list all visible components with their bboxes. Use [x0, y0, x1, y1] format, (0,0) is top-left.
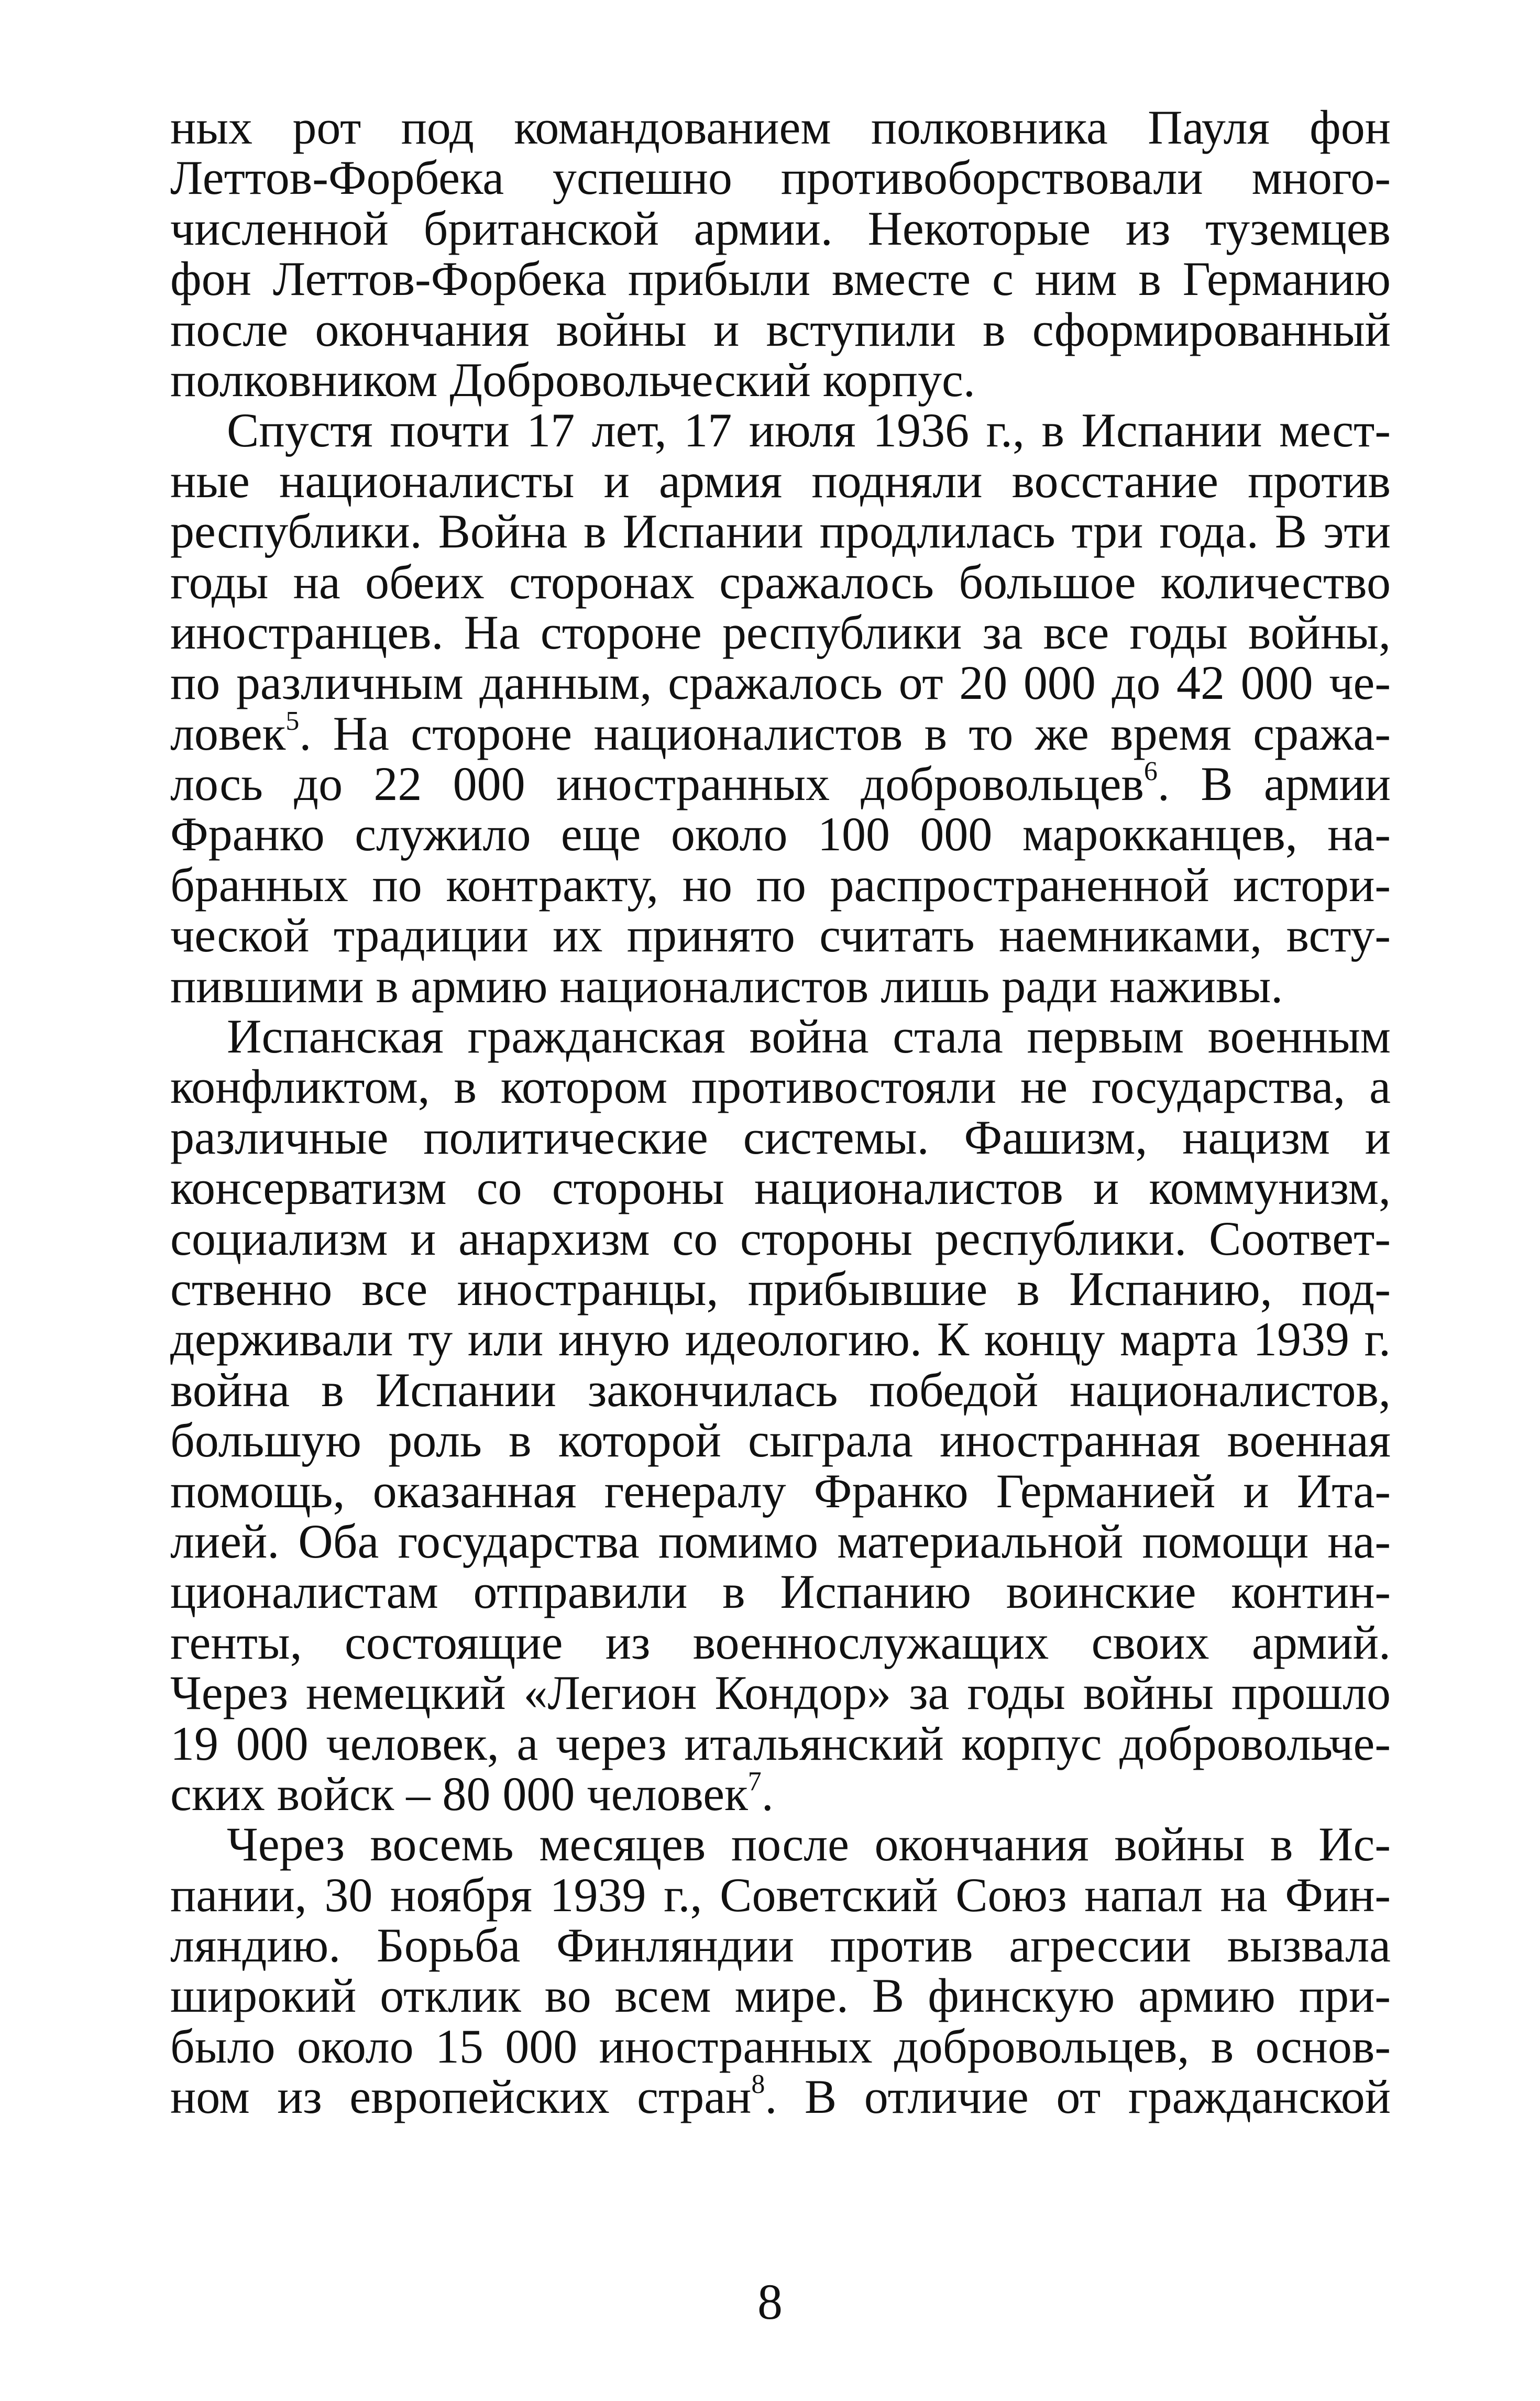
text-line: держивали ту или иную идеологию. К концу марта 1939 г. [170, 1312, 1391, 1366]
text-line: Через восемь месяцев после окончания войны в Ис- [227, 1817, 1391, 1871]
text-line: помощь, оказанная генералу Франко Германией и Ита- [170, 1464, 1391, 1518]
text-line: социализм и анархизм со стороны республики. Соответ- [170, 1211, 1391, 1265]
text-line: Спустя почти 17 лет, 17 июля 1936 г., в Испании мест- [227, 403, 1391, 457]
text-fragment: . В армии [1157, 757, 1391, 811]
text-line: консерватизм со стороны националистов и коммунизм, [170, 1161, 1391, 1215]
text-line: Франко служило еще около 100 000 марокканцев, на- [170, 807, 1391, 861]
text-line: Через немецкий «Легион Кондор» за годы войны прошло [170, 1666, 1391, 1720]
text-line: пившими в армию националистов лишь ради наживы. [170, 959, 1283, 1013]
text-line: конфликтом, в котором противостояли не государства, а [170, 1060, 1391, 1114]
text-line: после окончания войны и вступили в сформированный [170, 302, 1391, 356]
text-line: ческой традиции их принято считать наемниками, всту- [170, 908, 1391, 962]
footnote-marker: 6 [1143, 757, 1158, 787]
text-line: лией. Оба государства помимо материальной помощи на- [170, 1514, 1391, 1568]
body-text [170, 102, 1391, 2122]
text-line: широкий отклик во всем мире. В финскую армию при- [170, 1969, 1391, 2023]
text-fragment: . [761, 1767, 774, 1821]
page-number: 8 [757, 2274, 783, 2330]
text-line: полковником Добровольческий корпус. [170, 353, 975, 407]
text-fragment: ловек [170, 706, 286, 760]
text-line: ных рот под командованием полковника Пауля фон [170, 101, 1391, 154]
text-line: фон Леттов-Форбека прибыли вместе с ним в Германию [170, 252, 1391, 306]
text-line: большую роль в которой сыграла иностранная военная [170, 1413, 1391, 1467]
text-line [170, 708, 1391, 759]
text-line: ционалистам отправили в Испанию воинские контин- [170, 1565, 1391, 1619]
text-line: генты, состоящие из военнослужащих своих армий. [170, 1615, 1391, 1669]
text-fragment: ских войск – 80 000 человек [170, 1767, 748, 1821]
footnote-marker: 5 [285, 706, 300, 736]
text-line [170, 1766, 1391, 1821]
text-line: годы на обеих сторонах сражалось большое количество [170, 555, 1391, 609]
text-fragment: ном из европейских стран [170, 2070, 752, 2124]
text-line: республики. Война в Испании продлилась три года. В эти [170, 505, 1391, 558]
text-line: было около 15 000 иностранных добровольцев, в основ- [170, 2019, 1391, 2073]
text-line: численной британской армии. Некоторые из туземцев [170, 201, 1391, 255]
text-line [170, 759, 1391, 809]
text-line: бранных по контракту, но по распространенной истори- [170, 858, 1391, 912]
text-line: Испанская гражданская война стала первым военным [227, 1010, 1391, 1064]
text-line: пании, 30 ноября 1939 г., Советский Союз напал на Фин- [170, 1868, 1391, 1922]
text-line: различные политические системы. Фашизм, нацизм и [170, 1110, 1391, 1164]
text-line [170, 2071, 1391, 2122]
text-line: Леттов-Форбека успешно противоборствовали много- [170, 151, 1391, 205]
text-line: война в Испании закончилась победой националистов, [170, 1363, 1391, 1417]
text-fragment: . В отличие от гражданской [765, 2070, 1391, 2124]
text-line: ляндию. Борьба Финляндии против агрессии вызвала [170, 1918, 1391, 1972]
footnote-marker: 7 [747, 1766, 762, 1796]
text-line: ные националисты и армия подняли восстание против [170, 454, 1391, 508]
text-line: иностранцев. На стороне республики за все годы войны, [170, 605, 1391, 659]
footnote-marker: 8 [751, 2069, 765, 2100]
text-line: ственно все иностранцы, прибывшие в Испанию, под- [170, 1262, 1391, 1315]
text-line: 19 000 человек, а через итальянский корпус добровольче- [170, 1716, 1391, 1770]
text-fragment: . На стороне националистов в то же время сража- [299, 706, 1391, 760]
text-line: по различным данным, сражалось от 20 000 до 42 000 че- [170, 656, 1391, 710]
text-fragment: лось до 22 000 иностранных добровольцев [170, 757, 1144, 811]
